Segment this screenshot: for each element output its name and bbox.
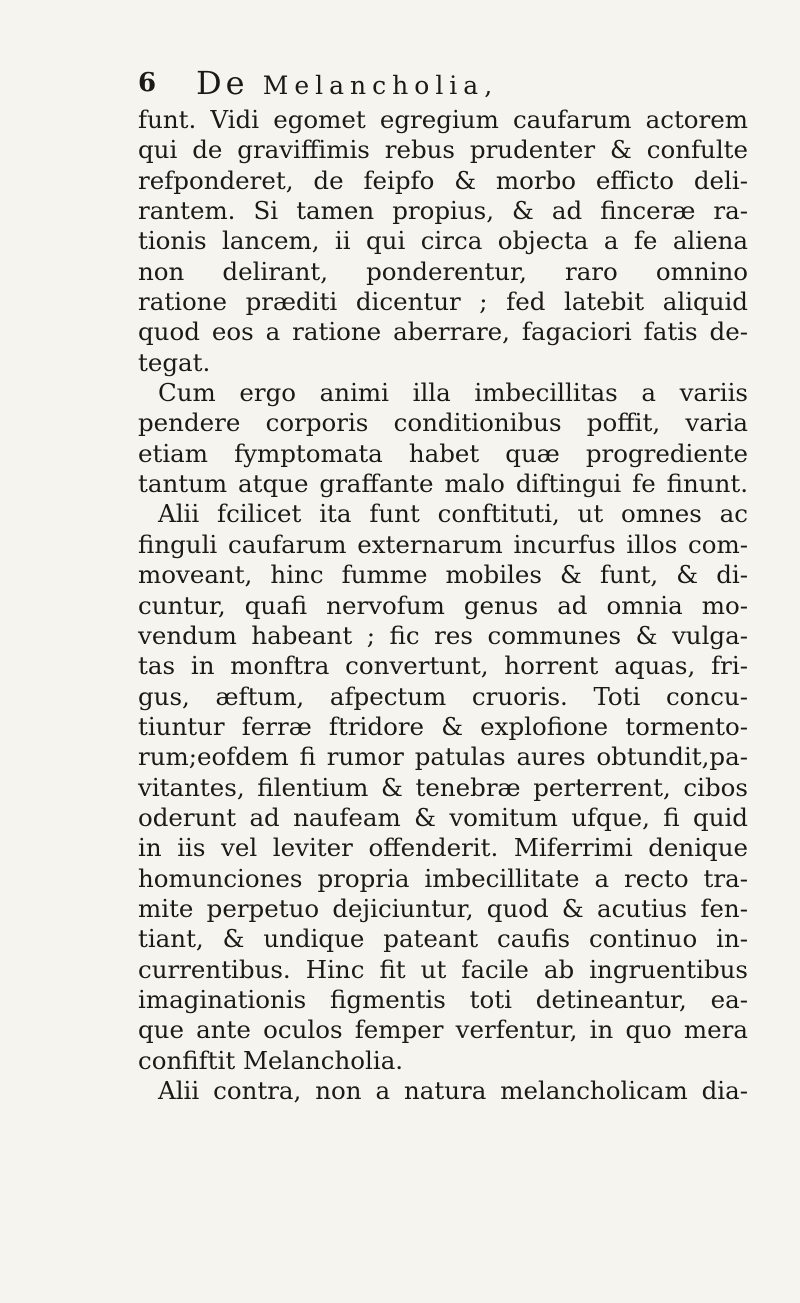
text-line-9: tegat. xyxy=(138,347,211,377)
text-line-13: tantum atque graffante malo diftingui fe finunt. xyxy=(138,469,748,499)
text-line-14: Alii fcilicet ita funt conftituti, ut omnes ac xyxy=(158,499,748,529)
text-line-17: cuntur, quafi nervofum genus ad omnia mo- xyxy=(138,590,748,620)
text-line-1: funt. Vidi egomet egregium caufarum actorem xyxy=(138,105,748,134)
text-line-20: gus, æftum, afpectum cruoris. Toti concu- xyxy=(138,681,748,711)
text-line-7: ratione præditi dicentur ; fed latebit aliquid xyxy=(138,287,748,317)
text-line-26: homunciones propria imbecillitate a recto tra- xyxy=(138,863,748,893)
text-line-30: imaginationis figmentis toti detineantur, ea- xyxy=(138,984,748,1014)
text-line-21: tiuntur ferræ ftridore & explofione tormento- xyxy=(138,711,748,741)
page-header xyxy=(138,64,698,104)
text-line-32: confiftit Melancholia. xyxy=(138,1045,404,1075)
body-text xyxy=(138,105,748,1106)
text-line-4: rantem. Si tamen propius, & ad finceræ ra- xyxy=(138,196,748,226)
running-head-prefix: De xyxy=(196,64,249,102)
text-line-12: etiam fymptomata habet quæ progrediente xyxy=(138,438,748,468)
text-line-23: vitantes, filentium & tenebræ perterrent, cibos xyxy=(138,772,748,802)
text-line-33: Alii contra, non a natura melancholicam dia- xyxy=(158,1076,748,1105)
running-head xyxy=(196,64,498,102)
text-line-18: vendum habeant ; fic res communes & vulga- xyxy=(138,620,748,650)
text-line-24: oderunt ad naufeam & vomitum ufque, fi quid xyxy=(138,802,748,832)
text-line-28: tiant, & undique pateant caufis continuo in- xyxy=(138,924,748,954)
text-line-8: quod eos a ratione aberrare, fagaciori fatis de- xyxy=(138,317,748,347)
page-number: 6 xyxy=(138,68,157,98)
running-head-title: Melancholia, xyxy=(262,71,499,100)
text-line-15: finguli caufarum externarum incurfus illos com- xyxy=(138,529,748,559)
text-line-11: pendere corporis conditionibus poffit, varia xyxy=(138,408,748,438)
text-line-22: rum;eofdem fi rumor patulas aures obtundit,pa- xyxy=(138,742,748,772)
text-line-10: Cum ergo animi illa imbecillitas a variis xyxy=(158,378,748,408)
text-line-3: refponderet, de feipfo & morbo efficto deli- xyxy=(138,165,748,195)
text-line-5: tionis lancem, ii qui circa objecta a fe aliena xyxy=(138,226,748,256)
text-line-25: in iis vel leviter offenderit. Miferrimi denique xyxy=(138,833,748,863)
text-line-29: currentibus. Hinc fit ut facile ab ingruentibus xyxy=(138,954,748,984)
text-line-27: mite perpetuo dejiciuntur, quod & acutius fen- xyxy=(138,893,748,923)
text-line-31: que ante oculos femper verfentur, in quo mera xyxy=(138,1015,748,1045)
text-line-2: qui de graviffimis rebus prudenter & confulte xyxy=(138,135,748,165)
text-line-19: tas in monftra convertunt, horrent aquas, fri- xyxy=(138,651,748,681)
text-line-6: non delirant, ponderentur, raro omnino xyxy=(138,256,748,286)
text-line-16: moveant, hinc fumme mobiles & funt, & di- xyxy=(138,560,748,590)
